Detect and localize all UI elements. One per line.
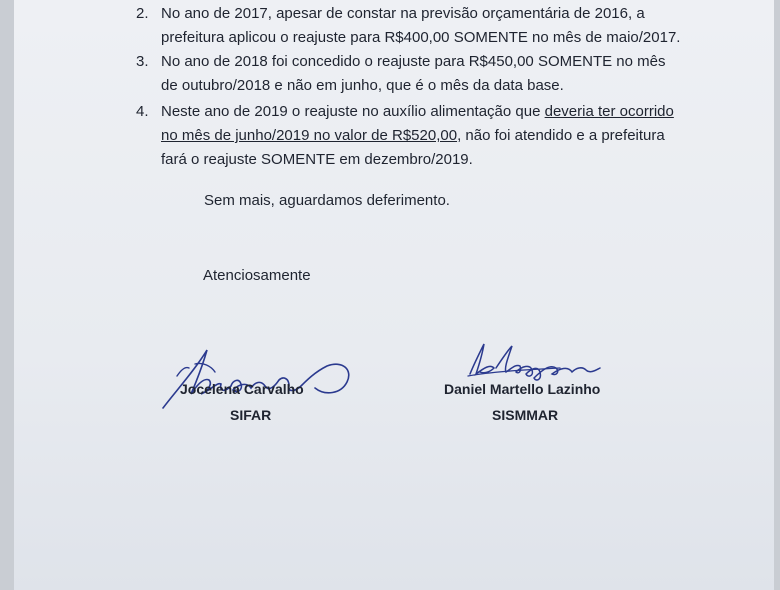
- underlined-text: deveria ter ocorrido: [544, 103, 674, 120]
- list-item-text: [161, 2, 681, 50]
- text-segment: Neste ano de 2019 o reajuste no auxílio alimentação que: [161, 103, 545, 120]
- list-item: [136, 100, 676, 174]
- list-item-text: [161, 50, 676, 98]
- list-item-line: [161, 124, 676, 148]
- list-item-number: 2.: [136, 5, 149, 22]
- list-item-number: 3.: [136, 53, 149, 70]
- signatory-organization: SISMMAR: [492, 407, 559, 423]
- list-item-line: fará o reajuste SOMENTE em dezembro/2019.: [161, 151, 473, 168]
- signature-jocelena: [155, 342, 355, 412]
- closing-text: Sem mais, aguardamos deferimento.: [204, 192, 450, 209]
- list-item-line: prefeitura aplicou o reajuste para R$400,00 SOMENTE no mês de maio/2017.: [161, 29, 681, 46]
- list-item: [136, 2, 681, 50]
- list-item-line: [161, 100, 676, 124]
- list-item-number: 4.: [136, 103, 149, 120]
- signature-daniel: [460, 338, 610, 384]
- signatory-organization: SIFAR: [230, 407, 272, 423]
- list-item-text: [161, 100, 676, 172]
- list-item-line: No ano de 2018 foi concedido o reajuste para R$450,00 SOMENTE no mês: [161, 53, 666, 70]
- regards-text: Atenciosamente: [203, 267, 311, 284]
- underlined-text: no mês de junho/2019 no valor de R$520,00: [161, 127, 458, 144]
- signatory-name: Daniel Martello Lazinho: [444, 381, 601, 397]
- text-segment: , não foi atendido e a prefeitura: [457, 127, 665, 144]
- list-item-line: No ano de 2017, apesar de constar na previsão orçamentária de 2016, a: [161, 5, 645, 22]
- list-item-line: de outubro/2018 e não em junho, que é o mês da data base.: [161, 77, 564, 94]
- list-item: [136, 50, 676, 98]
- signatory-name: Jocelena Carvalho: [180, 381, 304, 397]
